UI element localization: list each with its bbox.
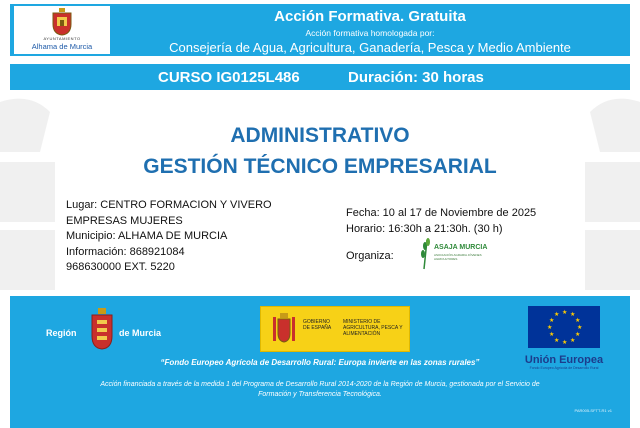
eu-name: Unión Europea (524, 354, 604, 366)
gobierno-espana-logo (260, 306, 410, 352)
lugar-line2: EMPRESAS MUJERES (66, 214, 183, 227)
region-murcia-logo (46, 306, 166, 352)
municipio: Municipio: ALHAMA DE MURCIA (66, 230, 228, 242)
svg-text:★: ★ (549, 317, 555, 324)
svg-text:★: ★ (562, 339, 568, 346)
logo-caption: AYUNTAMIENTO (43, 36, 81, 41)
gobierno-text: GOBIERNO DE ESPAÑA (303, 319, 332, 331)
organiza-label: Organiza: (346, 250, 394, 262)
ministerio-text: MINISTERIO DE AGRICULTURA, PESCA Y ALIMENTACIÓN (343, 319, 403, 337)
svg-text:★: ★ (575, 331, 581, 338)
logo-name: Alhama de Murcia (31, 42, 93, 51)
svg-text:★: ★ (549, 331, 555, 338)
fecha: Fecha: 10 al 17 de Noviembre de 2025 (346, 207, 537, 219)
document-code: PAR005-SFTT-R1 v1 (574, 408, 612, 413)
spain-coat-of-arms-icon (271, 313, 297, 345)
svg-text:★: ★ (575, 317, 581, 324)
feader-slogan: “Fondo Europeo Agrícola de Desarrollo Rural: Europa invierte en las zonas rurales” (160, 358, 480, 367)
svg-text:★: ★ (554, 311, 560, 318)
header-organization: Consejería de Agua, Agricultura, Ganadería, Pesca y Medio Ambiente (169, 40, 571, 55)
asaja-name: ASAJA MURCIA (434, 244, 488, 251)
lugar-line1: Lugar: CENTRO FORMACION Y VIVERO (66, 199, 272, 211)
svg-text:★: ★ (570, 311, 576, 318)
svg-text:★: ★ (570, 337, 576, 344)
header-subtitle: Acción formativa homologada por: (305, 28, 435, 38)
asaja-logo (418, 236, 490, 270)
course-title-line1: ADMINISTRATIVO (230, 124, 410, 147)
course-code: CURSO IG0125L486 (158, 69, 300, 86)
header-title: Acción Formativa. Gratuita (274, 8, 466, 25)
svg-text:★: ★ (547, 324, 553, 331)
location-info (66, 198, 272, 276)
course-title (0, 120, 640, 182)
region-label: Región (46, 328, 77, 338)
horario: Horario: 16:30h a 21:30h. (30 h) (346, 223, 503, 235)
svg-text:★: ★ (562, 309, 568, 316)
asaja-tagline: ASOCIACIÓN AGRARIA JÓVENES AGRICULTORES (434, 253, 482, 261)
footer-band (10, 296, 630, 428)
funding-note (30, 380, 610, 400)
eu-fund-name: Fondo Europeo Agrícola de Desarrollo Rural (529, 366, 599, 370)
eu-flag-icon (528, 306, 600, 348)
svg-text:★: ★ (554, 337, 560, 344)
course-duration: Duración: 30 horas (348, 69, 484, 86)
schedule-info (346, 205, 536, 237)
wheat-icon (418, 236, 434, 270)
funding-line2: Formación y Transferencia Tecnológica. (258, 391, 382, 398)
header-band (10, 4, 630, 56)
informacion-phone: Información: 868921084 (66, 245, 185, 258)
region-name: de Murcia (119, 328, 162, 338)
alhama-logo (14, 6, 110, 54)
course-title-line2: GESTIÓN TÉCNICO EMPRESARIAL (143, 155, 497, 178)
secondary-phone: 968630000 EXT. 5220 (66, 261, 175, 273)
svg-text:★: ★ (577, 324, 583, 331)
course-bar (10, 64, 630, 90)
funding-line1: Acción financiada a través de la medida 1 del Programa de Desarrollo Rural 2014-2020 de la Región de Murcia, gestionada por el Servicio de (100, 381, 540, 388)
region-shield-icon (90, 308, 114, 350)
municipal-shield-icon (50, 8, 74, 36)
